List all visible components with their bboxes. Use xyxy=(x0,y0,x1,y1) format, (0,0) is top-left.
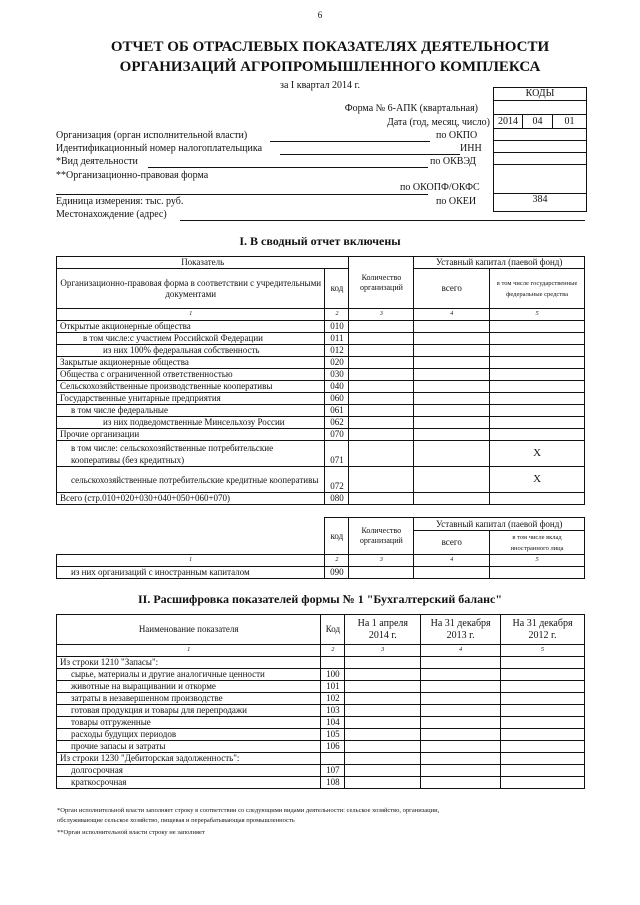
value-cell[interactable] xyxy=(349,321,414,333)
row-label: в том числе федеральные xyxy=(57,405,325,417)
col-code: Код xyxy=(321,615,345,645)
section1-title: I. В сводный отчет включены xyxy=(239,234,401,248)
value-cell[interactable] xyxy=(501,753,585,765)
table-row-030 xyxy=(57,369,585,381)
codes-box xyxy=(493,100,587,212)
table-row-106 xyxy=(57,741,585,753)
col-dec-2012: На 31 декабря 2012 г. xyxy=(501,615,585,645)
report-title-line2: ОРГАНИЗАЦИЙ АГРОПРОМЫШЛЕННОГО КОМПЛЕКСА xyxy=(119,59,541,75)
row-code: 090 xyxy=(325,567,349,579)
value-cell[interactable] xyxy=(345,741,421,753)
value-cell[interactable] xyxy=(349,345,414,357)
idx-cell: 1 xyxy=(57,555,325,567)
value-cell[interactable] xyxy=(490,567,585,579)
location-field[interactable] xyxy=(180,219,585,221)
row-label: из них организаций с иностранным капиталом xyxy=(57,567,325,579)
row-label: прочие запасы и затраты xyxy=(57,741,321,753)
value-cell[interactable] xyxy=(414,393,490,405)
row-code: 061 xyxy=(325,405,349,417)
value-cell[interactable] xyxy=(349,405,414,417)
value-cell[interactable] xyxy=(349,493,414,505)
value-cell[interactable] xyxy=(501,741,585,753)
col-count-2: Количество организаций xyxy=(349,518,414,555)
row-code: 104 xyxy=(321,717,345,729)
row-label: животные на выращивании и откорме xyxy=(57,681,321,693)
value-cell[interactable] xyxy=(421,741,501,753)
row-code: 102 xyxy=(321,693,345,705)
row-label: Из строки 1230 "Дебиторская задолженность": xyxy=(57,753,321,765)
table-row-group xyxy=(57,753,585,765)
table-row-100 xyxy=(57,669,585,681)
value-cell[interactable] xyxy=(421,693,501,705)
okopf-label: по ОКОПФ/ОКФС xyxy=(400,182,480,193)
value-cell[interactable] xyxy=(349,333,414,345)
row-code: 070 xyxy=(325,429,349,441)
table-row-020 xyxy=(57,357,585,369)
value-cell[interactable] xyxy=(414,321,490,333)
row-label: Из строки 1210 "Запасы": xyxy=(57,657,321,669)
value-cell[interactable]: Х xyxy=(490,441,585,467)
value-cell[interactable] xyxy=(501,765,585,777)
table-row-108 xyxy=(57,777,585,789)
value-cell[interactable] xyxy=(490,405,585,417)
row-code: 060 xyxy=(325,393,349,405)
value-cell[interactable] xyxy=(421,681,501,693)
form-label: Форма № 6-АПК (квартальная) xyxy=(344,103,478,114)
row-label: Открытые акционерные общества xyxy=(57,321,325,333)
idx-cell: 5 xyxy=(490,309,585,321)
row-label: долгосрочная xyxy=(57,765,321,777)
row-code xyxy=(321,753,345,765)
value-cell[interactable] xyxy=(421,657,501,669)
okved-label: по ОКВЭД xyxy=(430,156,476,167)
value-cell[interactable] xyxy=(345,753,421,765)
col-dec-2013: На 31 декабря 2013 г. xyxy=(421,615,501,645)
value-cell[interactable] xyxy=(501,669,585,681)
idx-cell: 5 xyxy=(490,555,585,567)
row-label: в том числе:с участием Российской Федерации xyxy=(57,333,325,345)
col-form-desc: Организационно-правовая форма в соответствии с учредительными документами xyxy=(57,269,325,309)
value-cell[interactable] xyxy=(501,717,585,729)
col-count: Количество организаций xyxy=(349,257,414,309)
row-label: из них 100% федеральная собственность xyxy=(57,345,325,357)
row-label: товары отгруженные xyxy=(57,717,321,729)
value-cell[interactable] xyxy=(349,369,414,381)
value-cell[interactable] xyxy=(490,417,585,429)
okpo-label: по ОКПО xyxy=(436,130,478,141)
section2-table xyxy=(56,614,585,789)
value-cell[interactable] xyxy=(414,381,490,393)
row-label: сельскохозяйственные потребительские кредитные кооперативы xyxy=(57,467,325,493)
row-code: 010 xyxy=(325,321,349,333)
row-code: 040 xyxy=(325,381,349,393)
row-code: 108 xyxy=(321,777,345,789)
row-code: 107 xyxy=(321,765,345,777)
value-cell[interactable] xyxy=(421,705,501,717)
row-code: 103 xyxy=(321,705,345,717)
row-code xyxy=(321,657,345,669)
value-cell[interactable] xyxy=(345,729,421,741)
table-row-101 xyxy=(57,681,585,693)
idx-cell: 3 xyxy=(349,555,414,567)
value-cell[interactable] xyxy=(414,429,490,441)
idx-cell: 3 xyxy=(349,309,414,321)
value-cell[interactable] xyxy=(490,357,585,369)
value-cell[interactable] xyxy=(414,417,490,429)
table-row-group xyxy=(57,657,585,669)
row-code: 072 xyxy=(325,467,349,493)
okei-label: по ОКЕИ xyxy=(436,196,477,207)
value-cell[interactable] xyxy=(414,441,490,467)
legal-form-field[interactable] xyxy=(56,193,428,195)
value-cell[interactable] xyxy=(490,393,585,405)
row-code: 080 xyxy=(325,493,349,505)
row-label: Государственные унитарные предприятия xyxy=(57,393,325,405)
table-row-080 xyxy=(57,493,585,505)
table-row-103 xyxy=(57,705,585,717)
row-code: 030 xyxy=(325,369,349,381)
date-month: 04 xyxy=(523,115,553,129)
col-indicator: Показатель xyxy=(57,257,349,269)
value-cell[interactable] xyxy=(421,729,501,741)
row-label: Прочие организации xyxy=(57,429,325,441)
row-code: 071 xyxy=(325,441,349,467)
value-cell[interactable]: Х xyxy=(490,467,585,493)
table-row-071 xyxy=(57,441,585,467)
row-code: 012 xyxy=(325,345,349,357)
col-code: код xyxy=(325,269,349,309)
table-row-062 xyxy=(57,417,585,429)
row-label: расходы будущих периодов xyxy=(57,729,321,741)
row-label: краткосрочная xyxy=(57,777,321,789)
col-capital: Уставный капитал (паевой фонд) xyxy=(414,257,585,269)
table-row-104 xyxy=(57,717,585,729)
row-label: готовая продукция и товары для перепродажи xyxy=(57,705,321,717)
date-year: 2014 xyxy=(494,115,523,129)
value-cell[interactable] xyxy=(349,357,414,369)
value-cell[interactable] xyxy=(421,717,501,729)
org-label: Организация (орган исполнительной власти) xyxy=(56,130,248,141)
value-cell[interactable] xyxy=(349,381,414,393)
value-cell[interactable] xyxy=(501,729,585,741)
value-cell[interactable] xyxy=(490,429,585,441)
value-cell[interactable] xyxy=(345,657,421,669)
value-cell[interactable] xyxy=(414,345,490,357)
value-cell[interactable] xyxy=(501,657,585,669)
value-cell[interactable] xyxy=(414,567,490,579)
value-cell[interactable] xyxy=(345,705,421,717)
value-cell[interactable] xyxy=(421,777,501,789)
idx-cell: 1 xyxy=(57,309,325,321)
date-day: 01 xyxy=(564,116,575,127)
idx-cell: 3 xyxy=(345,645,421,657)
value-cell[interactable] xyxy=(501,705,585,717)
value-cell[interactable] xyxy=(345,681,421,693)
row-label: сырье, материалы и другие аналогичные ценности xyxy=(57,669,321,681)
row-code: 011 xyxy=(325,333,349,345)
row-label: Всего (стр.010+020+030+040+050+060+070) xyxy=(57,493,325,505)
value-cell[interactable] xyxy=(349,467,414,493)
table-row-102 xyxy=(57,693,585,705)
row-code: 100 xyxy=(321,669,345,681)
value-cell[interactable] xyxy=(501,777,585,789)
row-label: Сельскохозяйственные производственные кооперативы xyxy=(57,381,325,393)
value-cell[interactable] xyxy=(421,753,501,765)
table-row-090 xyxy=(57,567,585,579)
org-field[interactable] xyxy=(270,140,430,142)
col-incl-foreign: в том числе вклад иностранного лица xyxy=(490,531,585,555)
section2-title: II. Расшифровка показателей формы № 1 "Бухгалтерский баланс" xyxy=(138,592,502,606)
value-cell[interactable] xyxy=(414,369,490,381)
footnote-1a: *Орган исполнительной власти заполняет строку в соответствии со следующими видами деятельности: сельское хозяйство, организации, xyxy=(57,807,440,814)
row-code: 106 xyxy=(321,741,345,753)
page-number: 6 xyxy=(317,10,323,20)
value-cell[interactable] xyxy=(349,441,414,467)
table-row-010 xyxy=(57,321,585,333)
inn-abbr: ИНН xyxy=(460,143,482,154)
section1-foreign-table xyxy=(56,517,585,579)
report-title-line1: ОТЧЕТ ОБ ОТРАСЛЕВЫХ ПОКАЗАТЕЛЯХ ДЕЯТЕЛЬНОСТИ xyxy=(110,39,550,55)
location-label: Местонахождение (адрес) xyxy=(56,209,167,220)
unit-label: Единица измерения: тыс. руб. xyxy=(56,196,184,207)
table-row-107 xyxy=(57,765,585,777)
value-cell[interactable] xyxy=(490,345,585,357)
row-code: 101 xyxy=(321,681,345,693)
value-cell[interactable] xyxy=(490,381,585,393)
value-cell[interactable] xyxy=(345,765,421,777)
value-cell[interactable] xyxy=(414,357,490,369)
value-cell[interactable] xyxy=(414,405,490,417)
value-cell[interactable] xyxy=(349,417,414,429)
table-row-060 xyxy=(57,393,585,405)
value-cell[interactable] xyxy=(501,681,585,693)
value-cell[interactable] xyxy=(490,369,585,381)
idx-cell: 4 xyxy=(414,555,490,567)
row-label: из них подведомственные Минсельхозу России xyxy=(57,417,325,429)
value-cell[interactable] xyxy=(349,429,414,441)
value-cell[interactable] xyxy=(490,321,585,333)
value-cell[interactable] xyxy=(414,467,490,493)
inn-label: Идентификационный номер налогоплательщика xyxy=(56,143,263,154)
value-cell[interactable] xyxy=(349,567,414,579)
row-label: Закрытые акционерные общества xyxy=(57,357,325,369)
value-cell[interactable] xyxy=(345,693,421,705)
row-code: 105 xyxy=(321,729,345,741)
row-code: 062 xyxy=(325,417,349,429)
value-cell[interactable] xyxy=(345,669,421,681)
value-cell[interactable] xyxy=(414,493,490,505)
okei-code: 384 xyxy=(494,193,586,206)
activity-field[interactable] xyxy=(148,166,428,168)
footnote-2: **Орган исполнительной власти строку не заполняет xyxy=(57,829,205,836)
col-total-2: всего xyxy=(414,531,490,555)
value-cell[interactable] xyxy=(421,765,501,777)
idx-cell: 2 xyxy=(321,645,345,657)
codes-date-row xyxy=(494,114,586,129)
table-row-011 xyxy=(57,333,585,345)
value-cell[interactable] xyxy=(501,693,585,705)
value-cell[interactable] xyxy=(414,333,490,345)
table-row-072 xyxy=(57,467,585,493)
col-incl-federal: в том числе государственные федеральные средства xyxy=(490,269,585,309)
value-cell[interactable] xyxy=(490,333,585,345)
idx-cell: 2 xyxy=(325,555,349,567)
table-row-040 xyxy=(57,381,585,393)
value-cell[interactable] xyxy=(345,777,421,789)
report-period: за I квартал 2014 г. xyxy=(280,80,360,91)
row-label: в том числе: сельскохозяйственные потребительские кооперативы (без кредитных) xyxy=(57,441,325,467)
idx-cell: 2 xyxy=(325,309,349,321)
table-row-012 xyxy=(57,345,585,357)
col-name: Наименование показателя xyxy=(57,615,321,645)
row-label: Общества с ограниченной ответственностью xyxy=(57,369,325,381)
col-apr-2014: На 1 апреля 2014 г. xyxy=(345,615,421,645)
legal-form-label: **Организационно-правовая форма xyxy=(56,170,209,181)
idx-cell: 5 xyxy=(501,645,585,657)
value-cell[interactable] xyxy=(421,669,501,681)
codes-header: КОДЫ xyxy=(493,87,587,101)
row-code: 020 xyxy=(325,357,349,369)
value-cell[interactable] xyxy=(490,493,585,505)
value-cell[interactable] xyxy=(349,393,414,405)
idx-cell: 4 xyxy=(421,645,501,657)
activity-label: *Вид деятельности xyxy=(56,156,138,167)
value-cell[interactable] xyxy=(345,717,421,729)
date-label: Дата (год, месяц, число) xyxy=(387,117,490,128)
table-row-070 xyxy=(57,429,585,441)
row-label: затраты в незавершенном производстве xyxy=(57,693,321,705)
inn-field[interactable] xyxy=(280,153,460,155)
col-total: всего xyxy=(414,269,490,309)
section1-table xyxy=(56,256,585,505)
footnote-1b: обслуживающие сельское хозяйство, пищевая и перерабатывающая промышленность xyxy=(57,817,295,824)
idx-cell: 1 xyxy=(57,645,321,657)
col-code-2: код xyxy=(325,518,349,555)
table-row-061 xyxy=(57,405,585,417)
idx-cell: 4 xyxy=(414,309,490,321)
col-capital-2: Уставный капитал (паевой фонд) xyxy=(414,518,585,531)
table-row-105 xyxy=(57,729,585,741)
